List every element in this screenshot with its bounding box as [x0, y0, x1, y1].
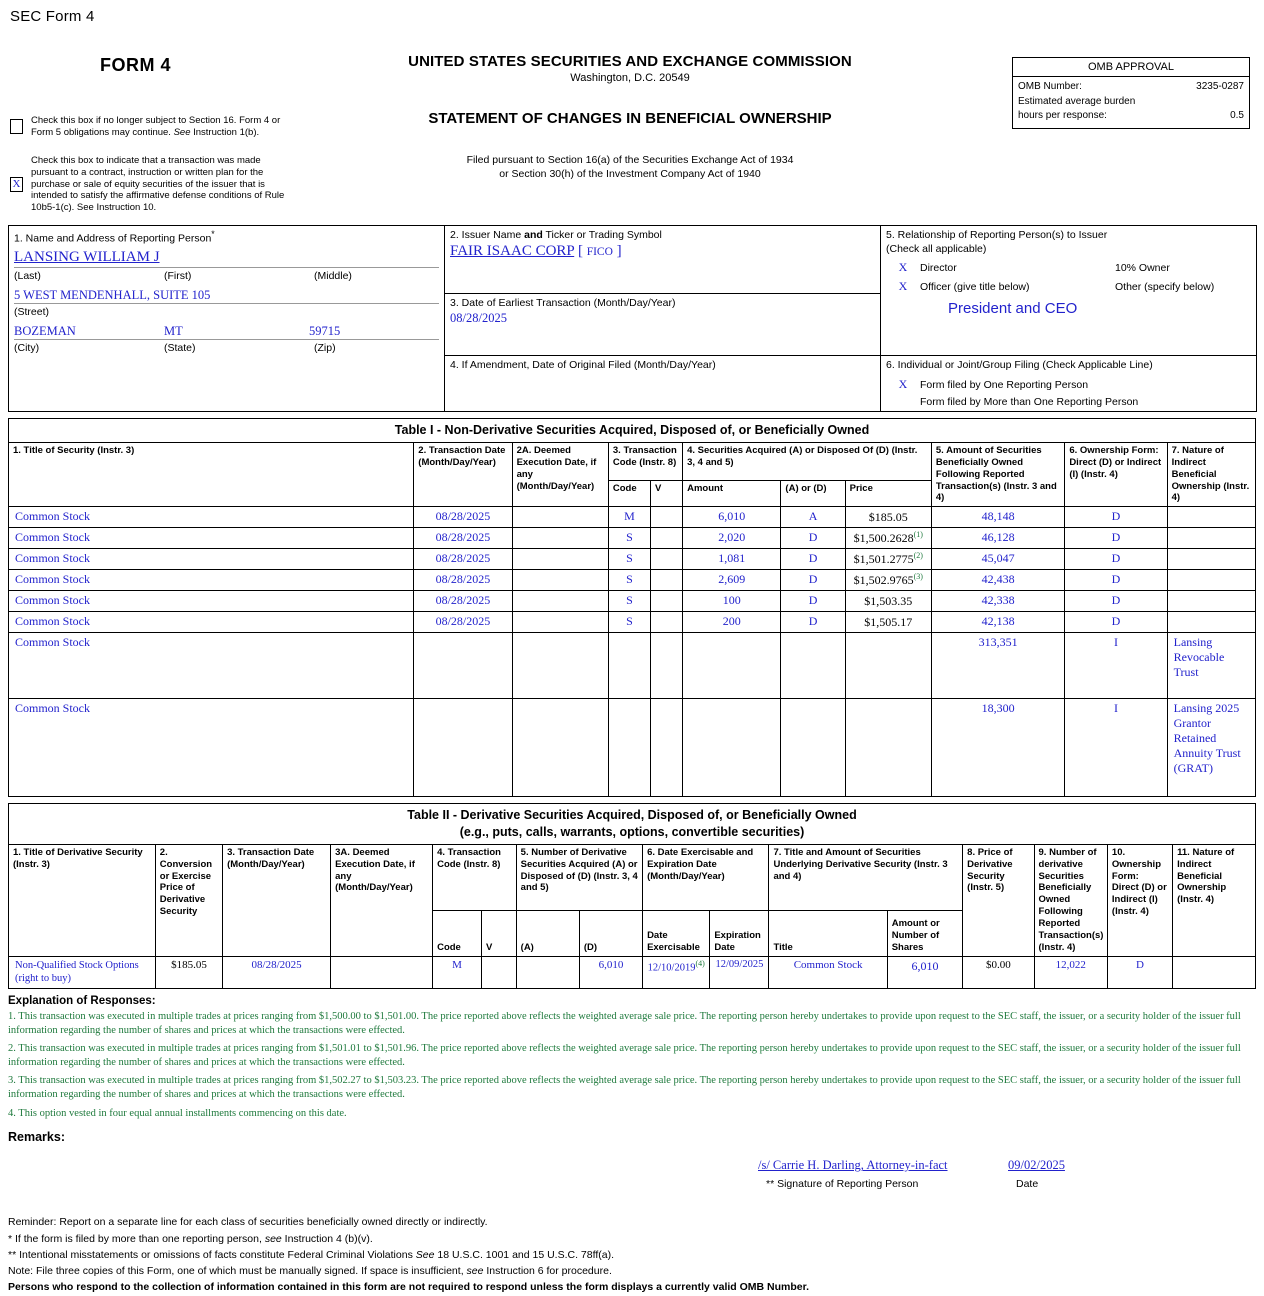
- t1-r3-deemed: [512, 570, 608, 591]
- table-row: [9, 507, 1256, 528]
- signature-date-label: Date: [1016, 1178, 1039, 1191]
- reporting-person-state: MT: [164, 324, 183, 339]
- t1-r5-amount: 200: [683, 612, 781, 633]
- explanation-item-1: 1. This transaction was executed in multiple trades at prices ranging from $1,500.00 to $1,501.00. The price reported above reflects the weighted average sale price. The reporting person hereby undertakes to provide upon request to the SEC staff, the issuer, or a security holder of the issuer full information regarding the number of shares and prices at which the transactions were effected.: [8, 1010, 1241, 1036]
- table-2-title-line1: Table II - Derivative Securities Acquired, Disposed of, or Beneficially Owned: [407, 808, 857, 823]
- footer-star-a: * If the form is filed by more than one reporting person,: [8, 1232, 265, 1245]
- t2-subheader-d: (D): [579, 910, 642, 956]
- omb-hours-label: hours per response:: [1018, 110, 1107, 121]
- t1-r2-date: 08/28/2025: [414, 549, 512, 570]
- t1-r5-security: Common Stock: [9, 612, 414, 633]
- table-row: [9, 956, 1256, 988]
- t2-header-deemed-execution-date: 3A. Deemed Execution Date, if any (Month/Day/Year): [331, 844, 433, 956]
- first-label: (First): [164, 270, 192, 283]
- t1-header-transaction-date: 2. Transaction Date (Month/Day/Year): [414, 442, 512, 506]
- t2-r0-underlying-amount: 6,010: [887, 956, 962, 988]
- box1-lfm-labels: [14, 268, 439, 282]
- t1-r1-deemed: [512, 528, 608, 549]
- director-checkbox[interactable]: X: [898, 260, 908, 275]
- city-label: (City): [14, 342, 40, 355]
- t1-r2-price-footnote: (2): [913, 551, 923, 561]
- t1-r5-ad: D: [781, 612, 845, 633]
- t1-subheader-price: Price: [845, 481, 931, 507]
- box1-csz-labels: [14, 340, 439, 354]
- t1-r3-owned: 42,438: [931, 570, 1064, 591]
- t2-header-ownership-form: 10. Ownership Form: Direct (D) or Indirect (I) (Instr. 4): [1107, 844, 1172, 956]
- t1-r4-form: D: [1065, 591, 1167, 612]
- box2-cell: [445, 226, 881, 294]
- t2-r0-deemed: [331, 956, 433, 988]
- t1-r0-v: [651, 507, 683, 528]
- csz-values: [14, 324, 439, 339]
- t1-r7-owned: 18,300: [931, 699, 1064, 797]
- t1-r4-price-value: $1,503.35: [864, 594, 913, 609]
- t1-r5-price-value: $1,505.17: [864, 615, 913, 630]
- footer-note-a: Note: File three copies of this Form, one of which must be manually signed. If space is insufficient,: [8, 1265, 467, 1278]
- t1-r2-code: S: [608, 549, 650, 570]
- omb-number-value: 3235-0287: [1196, 81, 1244, 92]
- filing-row-more-persons[interactable]: [886, 396, 1251, 408]
- box1-street-label-row: [14, 304, 439, 318]
- box6-label: 6. Individual or Joint/Group Filing (Check Applicable Line): [886, 359, 1153, 371]
- t1-r3-price: [845, 570, 931, 591]
- t1-r1-security: Common Stock: [9, 528, 414, 549]
- middle-label: (Middle): [314, 270, 352, 283]
- t1-r7-v: [651, 699, 683, 797]
- t1-r0-code: M: [608, 507, 650, 528]
- t2-r0-nature: [1173, 956, 1256, 988]
- t1-r0-amount: 6,010: [683, 507, 781, 528]
- t1-subheader-code: Code: [608, 481, 650, 507]
- checkbox-section16[interactable]: [10, 119, 23, 134]
- t2-r0-exercisable-value: 12/10/2019: [647, 962, 696, 974]
- t2-header-title-derivative: 1. Title of Derivative Security (Instr. 3): [9, 844, 156, 956]
- box1-label-star: *: [211, 229, 215, 239]
- box5-label-line2: (Check all applicable): [886, 242, 987, 255]
- t2-header-number-owned: 9. Number of derivative Securities Beneficially Owned Following Reported Transaction(s) (Instr. 4): [1034, 844, 1107, 956]
- footer-note-italic: see: [466, 1265, 484, 1278]
- t1-r6-v: [651, 633, 683, 699]
- t1-r5-code: S: [608, 612, 650, 633]
- t1-r5-v: [651, 612, 683, 633]
- issuer-row: [450, 243, 875, 260]
- box6-cell: [881, 356, 1257, 412]
- checkbox-section16-text-b: Instruction 1(b).: [190, 126, 260, 138]
- t1-r3-security: Common Stock: [9, 570, 414, 591]
- box1-csz-row: [14, 318, 439, 340]
- t1-r1-nature: [1167, 528, 1255, 549]
- omb-hours-row: [1018, 109, 1244, 124]
- t1-r0-date: 08/28/2025: [414, 507, 512, 528]
- t1-r3-v: [651, 570, 683, 591]
- box2-label-a: 2. Issuer Name: [450, 229, 525, 241]
- checkbox-row-section16[interactable]: [10, 115, 285, 139]
- box2-label-and: and: [524, 229, 543, 241]
- reporting-person-city: BOZEMAN: [14, 324, 76, 339]
- t2-r0-number-owned: 12,022: [1034, 956, 1107, 988]
- box4-label: 4. If Amendment, Date of Original Filed (Month/Day/Year): [450, 359, 716, 371]
- box1-name-row: [14, 246, 439, 268]
- t1-r3-code: S: [608, 570, 650, 591]
- explanation-heading: Explanation of Responses:: [8, 994, 156, 1007]
- t2-header-transaction-date: 3. Transaction Date (Month/Day/Year): [223, 844, 331, 956]
- t1-r4-security: Common Stock: [9, 591, 414, 612]
- t2-header-conversion-price: 2. Conversion or Exercise Price of Derivative Security: [155, 844, 222, 956]
- t1-r7-nature: Lansing 2025 Grantor Retained Annuity Trust (GRAT): [1167, 699, 1255, 797]
- t1-r4-ad: D: [781, 591, 845, 612]
- agency-name: UNITED STATES SECURITIES AND EXCHANGE COMMISSION: [408, 53, 852, 70]
- box1-cell: [9, 226, 445, 412]
- table-1-non-derivative: [8, 418, 1256, 798]
- box4-cell: [445, 356, 881, 412]
- t1-r0-price: [845, 507, 931, 528]
- t1-r2-security: Common Stock: [9, 549, 414, 570]
- footer-star-b: Instruction 4 (b)(v).: [281, 1232, 373, 1245]
- t2-header-transaction-code: 4. Transaction Code (Instr. 8): [433, 844, 517, 910]
- box5-label: [886, 229, 1251, 256]
- other-label: Other (specify below): [1115, 281, 1215, 294]
- t1-r2-nature: [1167, 549, 1255, 570]
- omb-burden-label: Estimated average burden: [1018, 95, 1136, 107]
- table-2-derivative: [8, 803, 1256, 989]
- t1-r2-deemed: [512, 549, 608, 570]
- t1-r7-ad: [781, 699, 845, 797]
- reporting-person-identity-table: [8, 225, 1257, 412]
- t1-header-title-of-security: 1. Title of Security (Instr. 3): [9, 442, 414, 506]
- checkbox-row-rule10b5[interactable]: [10, 155, 285, 214]
- t1-r2-form: D: [1065, 549, 1167, 570]
- t1-r4-nature: [1167, 591, 1255, 612]
- t1-r4-date: 08/28/2025: [414, 591, 512, 612]
- omb-number-label: OMB Number:: [1018, 81, 1082, 92]
- filing-row-one-person[interactable]: [886, 377, 1251, 392]
- table-2-title-line2: (e.g., puts, calls, warrants, options, convertible securities): [459, 824, 805, 839]
- t1-r7-date: [414, 699, 512, 797]
- t2-r0-conversion-price: $185.05: [155, 956, 222, 988]
- t1-r6-code: [608, 633, 650, 699]
- box3-cell: [445, 294, 881, 356]
- t1-r0-form: D: [1065, 507, 1167, 528]
- explanation-item-4: 4. This option vested in four equal annual installments commencing on this date.: [8, 1107, 347, 1119]
- table-1-title: Table I - Non-Derivative Securities Acquired, Disposed of, or Beneficially Owned: [9, 418, 1256, 442]
- t1-r1-amount: 2,020: [683, 528, 781, 549]
- t1-r3-form: D: [1065, 570, 1167, 591]
- t1-r6-price: [845, 633, 931, 699]
- t1-r3-nature: [1167, 570, 1255, 591]
- t1-r2-v: [651, 549, 683, 570]
- t2-r0-expiration: 12/09/2025: [710, 956, 769, 988]
- t1-r5-deemed: [512, 612, 608, 633]
- t1-r2-price: [845, 549, 931, 570]
- table-row: [9, 699, 1256, 797]
- t1-r6-form: I: [1065, 633, 1167, 699]
- document-header: [0, 25, 1264, 225]
- t2-subheader-a: (A): [516, 910, 579, 956]
- filed-pursuant-text: [270, 153, 990, 181]
- t1-header-deemed-execution-date: 2A. Deemed Execution Date, if any (Month/Day/Year): [512, 442, 608, 506]
- t1-r6-amount: [683, 633, 781, 699]
- table-row: [9, 549, 1256, 570]
- t1-r4-code: S: [608, 591, 650, 612]
- checkbox-section16-text-a: Check this box if no longer subject to Section 16. Form 4 or Form 5 obligations may continue.: [31, 115, 281, 138]
- relationship-row-director[interactable]: [886, 260, 1251, 275]
- t1-r6-ad: [781, 633, 845, 699]
- zip-label: (Zip): [314, 342, 336, 355]
- ticker-close-bracket: ]: [616, 242, 622, 259]
- box2-label-b: Ticker or Trading Symbol: [542, 229, 662, 241]
- filed-pursuant-line-2: or Section 30(h) of the Investment Company Act of 1940: [499, 168, 761, 181]
- officer-title-value: President and CEO: [948, 300, 1078, 318]
- t2-subheader-expiration-date: Expiration Date: [710, 910, 769, 956]
- box1-label-text: 1. Name and Address of Reporting Person: [14, 232, 212, 245]
- t1-r7-code: [608, 699, 650, 797]
- table-row: [9, 633, 1256, 699]
- t1-r6-security: Common Stock: [9, 633, 414, 699]
- t1-r4-deemed: [512, 591, 608, 612]
- t1-r0-price-value: $185.05: [868, 510, 908, 525]
- checkbox-rule10b5[interactable]: X: [10, 177, 23, 192]
- t1-header-amount-owned: 5. Amount of Securities Beneficially Owned Following Reported Transaction(s) (Instr. 3 and 4): [931, 442, 1064, 506]
- t2-r0-date: 08/28/2025: [223, 956, 331, 988]
- ten-percent-owner-label: 10% Owner: [1115, 262, 1170, 275]
- reporting-person-street: 5 WEST MENDENHALL, SUITE 105: [14, 288, 211, 303]
- t2-r0-exercisable-footnote: (4): [695, 958, 705, 968]
- footer-note-b: Instruction 6 for procedure.: [483, 1265, 612, 1278]
- box3-label: 3. Date of Earliest Transaction (Month/Day/Year): [450, 297, 676, 309]
- t1-r5-nature: [1167, 612, 1255, 633]
- t1-r6-date: [414, 633, 512, 699]
- t1-r1-ad: D: [781, 528, 845, 549]
- t2-r0-v: [482, 956, 517, 988]
- t2-subheader-date-exercisable: Date Exercisable: [643, 910, 710, 956]
- t2-r0-ownership-form: D: [1107, 956, 1172, 988]
- t1-r5-date: 08/28/2025: [414, 612, 512, 633]
- t1-r2-amount: 1,081: [683, 549, 781, 570]
- t1-r7-amount: [683, 699, 781, 797]
- box5-label-line1: 5. Relationship of Reporting Person(s) to Issuer: [886, 229, 1108, 241]
- t1-r2-owned: 45,047: [931, 549, 1064, 570]
- explanation-item-3: 3. This transaction was executed in multiple trades at prices ranging from $1,502.27 to $1,503.23. The price reported above reflects the weighted average sale price. The reporting person hereby undertakes to provide upon request to the SEC staff, the issuer, or a security holder of the issuer full information regarding the number of shares and prices at which the transactions were effected.: [8, 1075, 1241, 1101]
- t2-subheader-v: V: [482, 910, 517, 956]
- t1-r0-owned: 48,148: [931, 507, 1064, 528]
- t1-r3-ad: D: [781, 570, 845, 591]
- footer-dstar-italic: See: [415, 1248, 435, 1261]
- t1-r5-form: D: [1065, 612, 1167, 633]
- t1-header-securities-acquired-disposed: 4. Securities Acquired (A) or Disposed Of (D) (Instr. 3, 4 and 5): [683, 442, 932, 480]
- checkbox-section16-label: [31, 115, 285, 139]
- box1-street-row: [14, 282, 439, 304]
- omb-approval-box: [1012, 57, 1250, 129]
- t1-r5-price: [845, 612, 931, 633]
- reporting-person-zip: 59715: [309, 324, 341, 339]
- signature-area: [8, 1158, 1256, 1204]
- t1-r7-form: I: [1065, 699, 1167, 797]
- t1-r0-nature: [1167, 507, 1255, 528]
- t1-r7-security: Common Stock: [9, 699, 414, 797]
- t2-header-number-derivative-securities: 5. Number of Derivative Securities Acquired (A) or Disposed of (D) (Instr. 3, 4 and 5): [516, 844, 642, 910]
- t2-header-date-exercisable-expiration: 6. Date Exercisable and Expiration Date (Month/Day/Year): [643, 844, 769, 910]
- t1-subheader-amount: Amount: [683, 481, 781, 507]
- footer-dstar-a: ** Intentional misstatements or omissions of facts constitute Federal Criminal Violations: [8, 1248, 416, 1261]
- t2-header-underlying-securities: 7. Title and Amount of Securities Underlying Derivative Security (Instr. 3 and 4): [769, 844, 963, 910]
- form-footer: [8, 1214, 1256, 1295]
- footer-double-star: [8, 1247, 1256, 1263]
- t1-r1-price-footnote: (1): [913, 530, 923, 540]
- t1-r1-price: [845, 528, 931, 549]
- last-label: (Last): [14, 270, 41, 283]
- checkbox-section16-text-italic: See: [173, 126, 191, 138]
- footer-star-italic: see: [264, 1232, 282, 1245]
- t1-r2-ad: D: [781, 549, 845, 570]
- relationship-row-officer[interactable]: [886, 279, 1251, 294]
- table-2-title: [9, 804, 1256, 845]
- t1-r7-price: [845, 699, 931, 797]
- t1-r0-deemed: [512, 507, 608, 528]
- box5-cell: [881, 226, 1257, 356]
- signature-date[interactable]: 09/02/2025: [1008, 1158, 1065, 1173]
- t2-subheader-underlying-title: Title: [769, 910, 887, 956]
- t1-r0-ad: A: [781, 507, 845, 528]
- footer-note: [8, 1263, 1256, 1279]
- table-row: [9, 591, 1256, 612]
- explanation-of-responses: [8, 995, 1256, 1120]
- t2-subheader-underlying-amount: Amount or Number of Shares: [887, 910, 962, 956]
- officer-label: Officer (give title below): [920, 281, 1030, 294]
- checkbox-area: [10, 115, 285, 230]
- t2-r0-d: 6,010: [579, 956, 642, 988]
- more-reporting-persons-label: Form filed by More than One Reporting Person: [920, 395, 1139, 408]
- table-row: [9, 570, 1256, 591]
- agency-address: Washington, D.C. 20549: [570, 72, 690, 84]
- state-label: (State): [164, 342, 196, 355]
- signature-name-label: ** Signature of Reporting Person: [766, 1178, 919, 1191]
- t1-r4-owned: 42,338: [931, 591, 1064, 612]
- t2-r0-exercisable: [643, 956, 710, 988]
- sec-form-label: SEC Form 4: [10, 8, 95, 25]
- t2-r0-code: M: [433, 956, 482, 988]
- t2-subheader-code: Code: [433, 910, 482, 956]
- t1-r1-owned: 46,128: [931, 528, 1064, 549]
- t1-r6-nature: Lansing Revocable Trust: [1167, 633, 1255, 699]
- t1-r5-owned: 42,138: [931, 612, 1064, 633]
- t2-r0-underlying-title: Common Stock: [769, 956, 887, 988]
- issuer-name[interactable]: FAIR ISAAC CORP: [450, 242, 575, 259]
- t1-r7-deemed: [512, 699, 608, 797]
- one-reporting-person-label: Form filed by One Reporting Person: [920, 378, 1089, 391]
- remarks-label: Remarks:: [8, 1130, 65, 1145]
- t1-r1-price-value: $1,500.2628: [853, 531, 914, 546]
- t1-header-ownership-form: 6. Ownership Form: Direct (D) or Indirect (I) (Instr. 4): [1065, 442, 1167, 506]
- officer-checkbox[interactable]: X: [898, 279, 908, 294]
- t1-subheader-v: V: [651, 481, 683, 507]
- t1-r6-owned: 313,351: [931, 633, 1064, 699]
- ticker-open-bracket: [: [577, 242, 583, 259]
- table-row: [9, 528, 1256, 549]
- t1-r0-security: Common Stock: [9, 507, 414, 528]
- filed-pursuant-line-1: Filed pursuant to Section 16(a) of the Securities Exchange Act of 1934: [466, 154, 794, 166]
- t1-r2-price-value: $1,501.2775: [853, 552, 914, 567]
- t1-header-transaction-code: 3. Transaction Code (Instr. 8): [608, 442, 682, 480]
- street-label: (Street): [14, 306, 50, 319]
- footer-omb-notice: Persons who respond to the collection of information contained in this form are not required to respond unless the form displays a currently valid OMB Number.: [8, 1281, 810, 1294]
- t2-r0-derivative-price: $0.00: [963, 956, 1034, 988]
- t1-subheader-a-or-d: (A) or (D): [781, 481, 845, 507]
- agency-header-block: [270, 53, 990, 181]
- statement-title: STATEMENT OF CHANGES IN BENEFICIAL OWNERSHIP: [428, 110, 832, 127]
- t1-r1-form: D: [1065, 528, 1167, 549]
- t1-r3-price-footnote: (3): [913, 572, 923, 582]
- t1-header-nature-indirect: 7. Nature of Indirect Beneficial Ownership (Instr. 4): [1167, 442, 1255, 506]
- checkbox-rule10b5-label: Check this box to indicate that a transaction was made pursuant to a contract, instruction or written plan for the purchase or sale of equity securities of the issuer that is intended to satisfy the affirmative defense conditions of Rule 10b5-1(c). See Instruction 10.: [31, 154, 285, 214]
- t1-r4-amount: 100: [683, 591, 781, 612]
- omb-hours-value: 0.5: [1230, 110, 1244, 121]
- box1-label: [14, 229, 439, 246]
- t1-r4-v: [651, 591, 683, 612]
- table-row: [9, 612, 1256, 633]
- omb-body: [1013, 77, 1249, 128]
- t1-r3-date: 08/28/2025: [414, 570, 512, 591]
- t1-r4-price: [845, 591, 931, 612]
- t1-r3-price-value: $1,502.9765: [853, 573, 914, 588]
- footer-reminder: Reminder: Report on a separate line for each class of securities beneficially owned directly or indirectly.: [8, 1216, 488, 1229]
- one-reporting-person-checkbox[interactable]: X: [898, 376, 908, 391]
- t1-r1-code: S: [608, 528, 650, 549]
- reporting-person-name[interactable]: LANSING WILLIAM J: [14, 249, 160, 266]
- t2-r0-a: [516, 956, 579, 988]
- footer-dstar-b: 18 U.S.C. 1001 and 15 U.S.C. 78ff(a).: [434, 1248, 615, 1261]
- t1-r6-deemed: [512, 633, 608, 699]
- omb-title: OMB APPROVAL: [1013, 58, 1249, 77]
- director-label: Director: [920, 262, 957, 275]
- t2-header-price-derivative: 8. Price of Derivative Security (Instr. 5): [963, 844, 1034, 956]
- issuer-ticker: FICO: [586, 245, 613, 258]
- t1-r1-v: [651, 528, 683, 549]
- t1-r3-amount: 2,609: [683, 570, 781, 591]
- earliest-transaction-date: 08/28/2025: [450, 310, 507, 325]
- t1-r1-date: 08/28/2025: [414, 528, 512, 549]
- form-number-title: FORM 4: [100, 55, 172, 75]
- omb-number-row: [1018, 80, 1244, 95]
- t2-header-nature-indirect: 11. Nature of Indirect Beneficial Ownership (Instr. 4): [1173, 844, 1256, 956]
- footer-single-star: [8, 1231, 1256, 1247]
- t2-r0-title: Non-Qualified Stock Options (right to buy): [9, 956, 156, 988]
- explanation-item-2: 2. This transaction was executed in multiple trades at prices ranging from $1,501.01 to $1,501.96. The price reported above reflects the weighted average sale price. The reporting person hereby undertakes to provide upon request to the SEC staff, the issuer, or a security holder of the issuer full information regarding the number of shares and prices at which the transactions were effected.: [8, 1043, 1241, 1068]
- box2-label: [450, 229, 875, 243]
- signature-name[interactable]: /s/ Carrie H. Darling, Attorney-in-fact: [758, 1158, 948, 1173]
- relationship-grid: [886, 260, 1251, 319]
